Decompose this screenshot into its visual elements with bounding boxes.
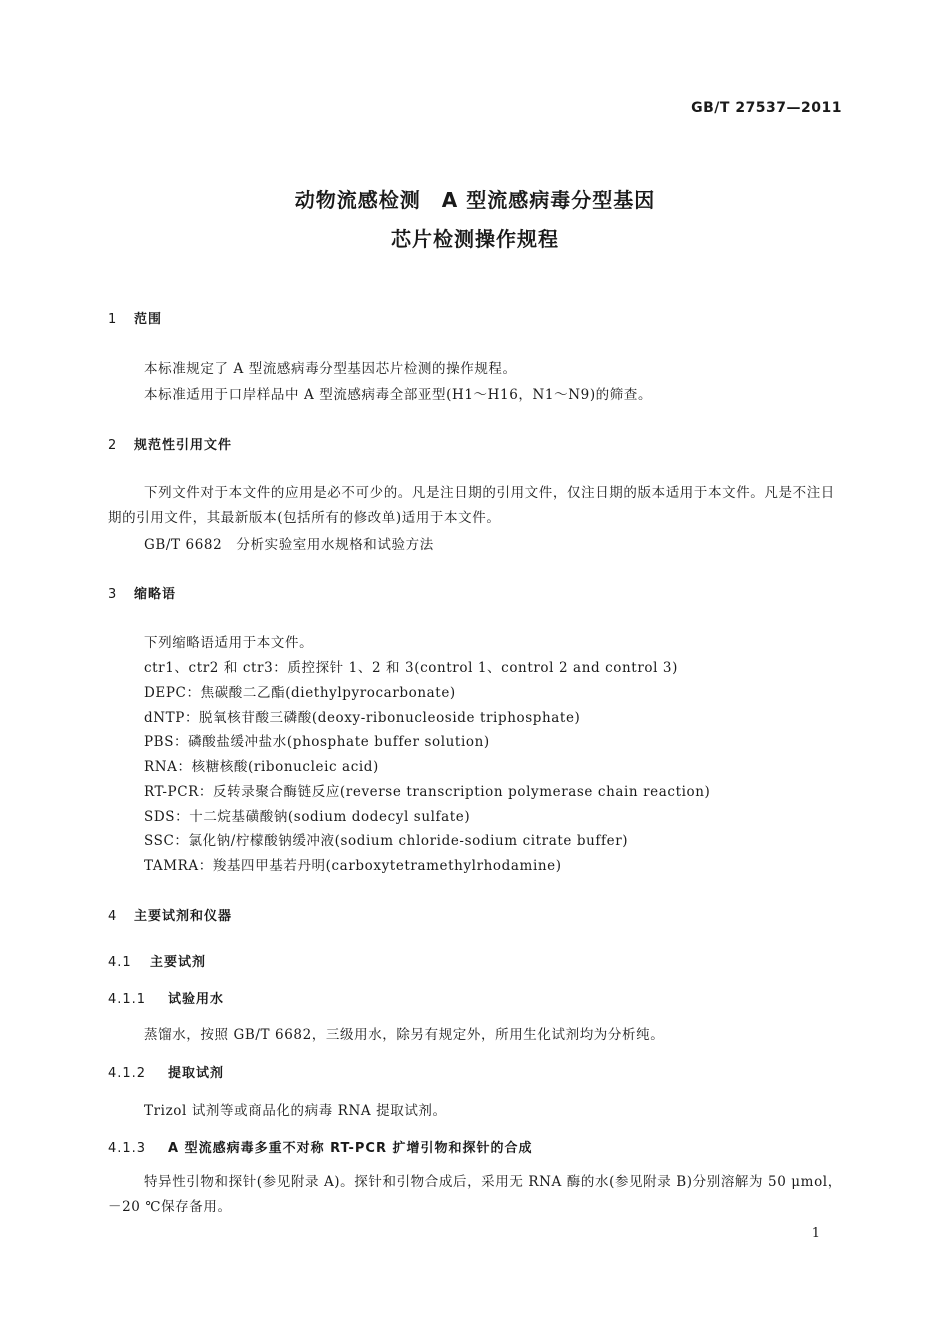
section-4-1-1-heading	[108, 988, 224, 1007]
section-title: 主要试剂和仪器	[134, 909, 233, 924]
abbrev-item: SSC：氯化钠/柠檬酸钠缓冲液(sodium chloride-sodium citrate buffer)	[144, 833, 629, 849]
section-4-1-3-heading	[108, 1137, 533, 1156]
abbrev-item: TAMRA：羧基四甲基若丹明(carboxytetramethylrhodamine)	[144, 858, 562, 874]
section-4-1-2-heading	[108, 1062, 224, 1081]
section-title: 缩略语	[134, 587, 177, 602]
section-4-1-3-para: 特异性引物和探针(参见附录 A)。探针和引物合成后，采用无 RNA 酶的水(参见附录 B)分别溶解为 50 μmol，－20 ℃保存备用。	[108, 1174, 842, 1215]
abbrev-item: DEPC：焦碳酸二乙酯(diethylpyrocarbonate)	[144, 685, 456, 701]
abbrev-item: PBS：磷酸盐缓冲盐水(phosphate buffer solution)	[144, 734, 490, 750]
abbrev-item: SDS：十二烷基磺酸钠(sodium dodecyl sulfate)	[144, 809, 471, 825]
section-title: 提取试剂	[168, 1066, 225, 1081]
section-1-para-2: 本标准适用于口岸样品中 A 型流感病毒全部亚型(H1～H16，N1～N9)的筛查。	[144, 387, 653, 403]
section-title: A 型流感病毒多重不对称 RT-PCR 扩增引物和探针的合成	[168, 1141, 533, 1156]
section-number: 3	[108, 587, 118, 602]
section-4-1-2-para: Trizol 试剂等或商品化的病毒 RNA 提取试剂。	[144, 1103, 447, 1119]
section-2-reference: GB/T 6682 分析实验室用水规格和试验方法	[144, 537, 434, 553]
section-title: 主要试剂	[150, 955, 207, 970]
abbrev-item: ctr1、ctr2 和 ctr3：质控探针 1、2 和 3(control 1、control 2 and control 3)	[144, 660, 678, 676]
document-title-line2: 芯片检测操作规程	[391, 227, 559, 251]
section-number: 4	[108, 909, 118, 924]
abbrev-item: RNA：核糖核酸(ribonucleic acid)	[144, 759, 379, 775]
section-title: 规范性引用文件	[134, 438, 233, 453]
section-4-heading	[108, 905, 232, 924]
section-4-1-1-para: 蒸馏水，按照 GB/T 6682，三级用水，除另有规定外，所用生化试剂均为分析纯。	[144, 1027, 665, 1043]
section-number: 4.1	[108, 955, 132, 970]
section-number: 4.1.1	[108, 992, 147, 1007]
abbrev-item: dNTP：脱氧核苷酸三磷酸(deoxy-ribonucleoside triphosphate)	[144, 710, 581, 726]
section-number: 4.1.2	[108, 1066, 147, 1081]
section-number: 4.1.3	[108, 1141, 147, 1156]
section-2-heading	[108, 434, 232, 453]
document-title-line1: 动物流感检测 A 型流感病毒分型基因	[294, 188, 656, 212]
section-1-para-1: 本标准规定了 A 型流感病毒分型基因芯片检测的操作规程。	[144, 361, 517, 377]
section-4-1-heading	[108, 951, 206, 970]
page-number: 1	[811, 1226, 820, 1241]
section-title: 范围	[134, 312, 163, 327]
section-title: 试验用水	[168, 992, 225, 1007]
section-number: 1	[108, 312, 118, 327]
section-2-para: 下列文件对于本文件的应用是必不可少的。凡是注日期的引用文件，仅注日期的版本适用于本文件。凡是不注日期的引用文件，其最新版本(包括所有的修改单)适用于本文件。	[108, 485, 835, 526]
abbrev-item: RT-PCR：反转录聚合酶链反应(reverse transcription polymerase chain reaction)	[144, 784, 711, 800]
section-1-heading	[108, 308, 162, 327]
section-3-intro: 下列缩略语适用于本文件。	[144, 635, 314, 651]
section-number: 2	[108, 438, 118, 453]
standard-number: GB/T 27537—2011	[691, 100, 842, 116]
section-3-heading	[108, 583, 176, 602]
